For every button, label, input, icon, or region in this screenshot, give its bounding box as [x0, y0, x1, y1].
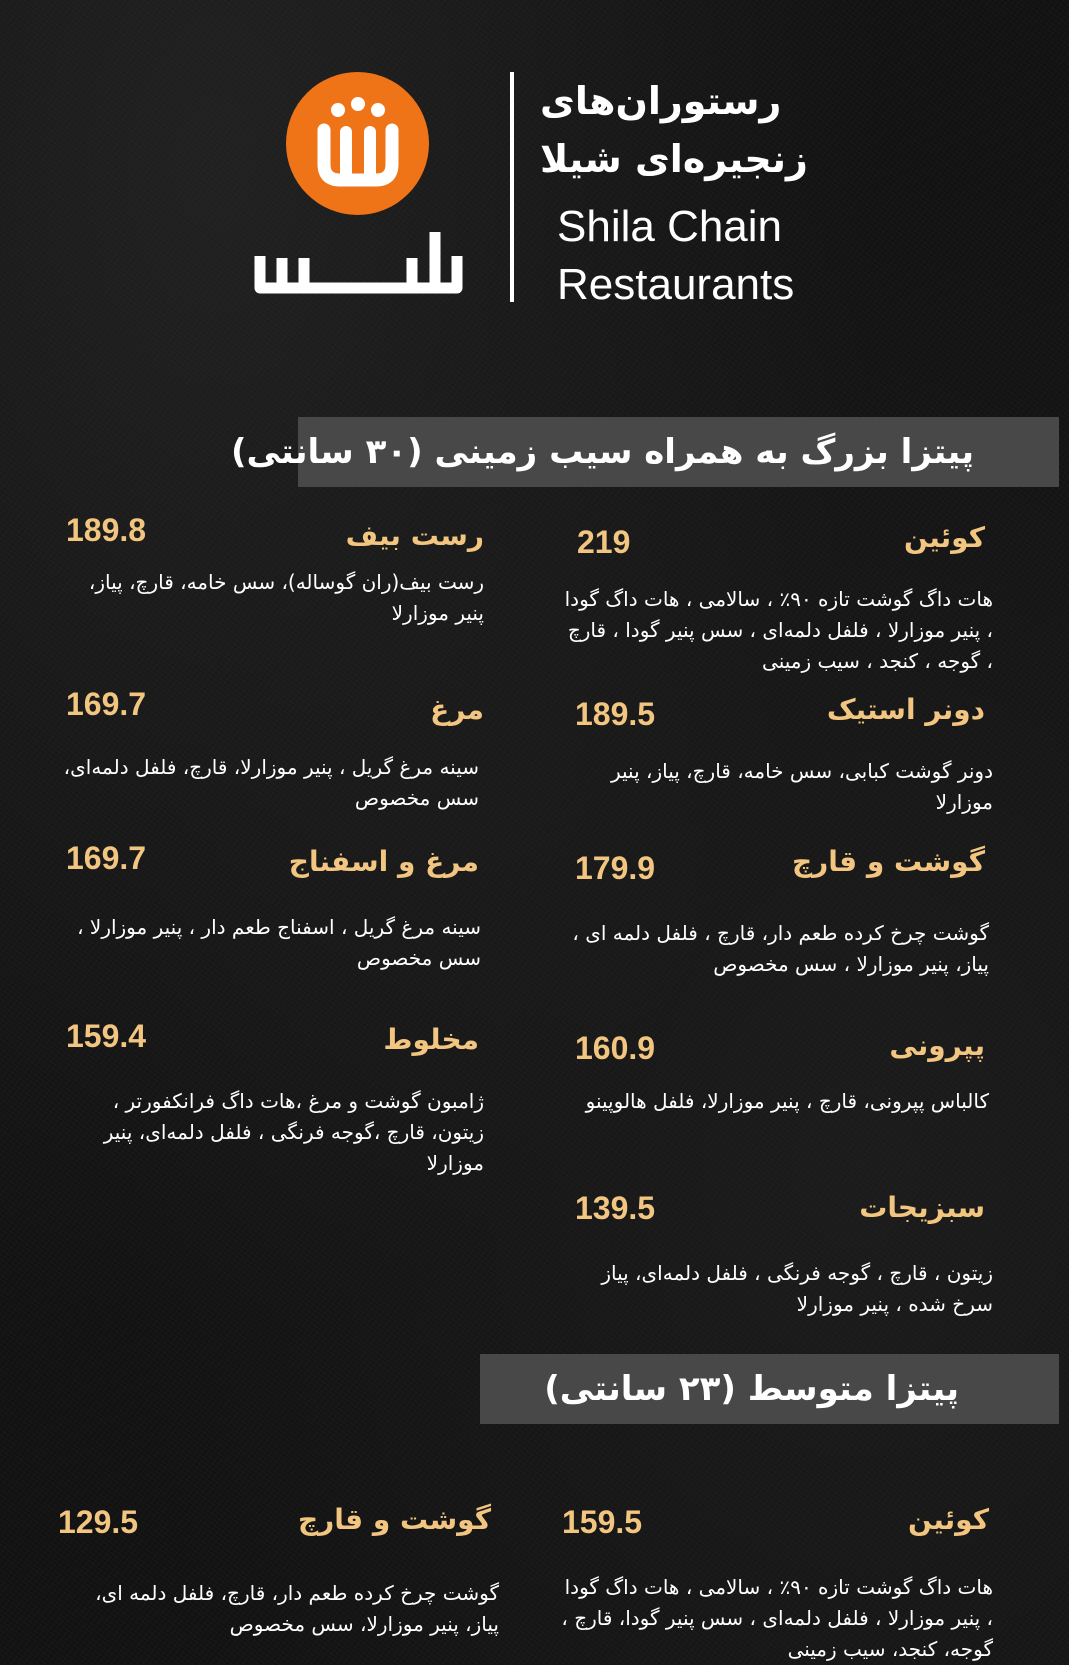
item-desc-pepperoni: کالباس پپرونی، قارچ ، پنیر موزارلا، فلفل هالوپینو	[585, 1089, 989, 1113]
item-desc-chicken: سینه مرغ گریل ، پنیر موزارلا، قارچ، فلفل دلمه‌ای، سس مخصوص	[63, 755, 479, 810]
item-price-chicken-spinach: 169.7	[66, 840, 147, 876]
item-price-mixed: 159.4	[66, 1018, 147, 1054]
item-name-roast-beef: رست بیف	[345, 519, 484, 552]
section-title-medium-pizza: پیتزا متوسط (۲۳ سانتی)	[480, 1354, 1059, 1424]
item-price-meat-mushroom: 179.9	[575, 850, 656, 886]
item-price-vegetables: 139.5	[575, 1190, 656, 1226]
logo-wordmark	[252, 228, 467, 308]
restaurant-title-en	[557, 198, 794, 314]
item-price-medium-queen: 159.5	[562, 1504, 643, 1540]
item-desc-mixed: ژامبون گوشت و مرغ ،هات داگ فرانکفورتر ، زیتون، قارچ ،گوجه فرنگی ، فلفل دلمه‌ای، پنیر موزارلا	[103, 1089, 484, 1175]
item-desc-meat-mushroom: گوشت چرخ کرده طعم دار، قارچ ، فلفل دلمه ای ، پیاز، پنیر موزارلا ، سس مخصوص	[572, 921, 989, 976]
section-title-large-pizza: پیتزا بزرگ به همراه سیب زمینی (۳۰ سانتی)	[298, 417, 1059, 487]
item-desc-doner-steak: دونر گوشت کبابی، سس خامه، قارچ، پیاز، پنیر موزارلا	[610, 759, 993, 814]
item-desc-vegetables: زیتون ، قارچ ، گوجه فرنگی ، فلفل دلمه‌ای، پیاز سرخ شده ، پنیر موزارلا	[601, 1261, 993, 1316]
item-name-queen: کوئین	[904, 521, 985, 554]
wordmark-icon	[252, 228, 467, 308]
item-desc-roast-beef: رست بیف(ران گوساله)، سس خامه، قارچ، پیاز، پنیر موزارلا	[88, 570, 484, 625]
item-price-doner-steak: 189.5	[575, 696, 656, 732]
item-price-medium-meat-mushroom: 129.5	[58, 1504, 139, 1540]
logo-icon	[286, 72, 429, 215]
item-price-roast-beef: 189.8	[66, 512, 147, 548]
item-price-chicken: 169.7	[66, 686, 147, 722]
title-en-line1: Shila Chain	[557, 202, 783, 251]
item-name-medium-meat-mushroom: گوشت و قارچ	[297, 1503, 491, 1536]
item-name-meat-mushroom: گوشت و قارچ	[791, 845, 985, 878]
item-name-chicken-spinach: مرغ و اسفناج	[288, 845, 479, 878]
title-fa-line2: زنجیره‌ای شیلا	[540, 137, 808, 181]
item-name-mixed: مخلوط	[383, 1023, 479, 1056]
logo-glyph-icon	[286, 72, 429, 215]
item-desc-queen: هات داگ گوشت تازه ۹۰٪ ، سالامی ، هات داگ گودا ، پنیر موزارلا ، فلفل دلمه‌ای ، سس پنیر گودا ، قارچ ، گوجه ، کنجد ، سیب زمینی	[564, 587, 993, 673]
item-name-pepperoni: پپرونی	[889, 1029, 985, 1062]
title-fa-line1: رستوران‌های	[540, 79, 782, 123]
item-name-vegetables: سبزیجات	[859, 1191, 985, 1224]
item-desc-chicken-spinach: سینه مرغ گریل ، اسفناج طعم دار ، پنیر موزارلا ، سس مخصوص	[77, 915, 481, 970]
item-price-pepperoni: 160.9	[575, 1030, 656, 1066]
header-divider	[510, 72, 514, 302]
restaurant-title-fa	[540, 72, 860, 188]
item-desc-medium-queen: هات داگ گوشت تازه ۹۰٪ ، سالامی ، هات داگ گودا ، پنیر موزارلا ، فلفل دلمه‌ای ، سس پنیر گودا، قارچ ، گوجه، کنجد، سیب زمینی	[561, 1575, 993, 1661]
item-name-medium-queen: کوئین	[908, 1503, 989, 1536]
item-name-doner-steak: دونر استیک	[826, 693, 985, 726]
item-price-queen: 219	[577, 524, 631, 560]
item-name-chicken: مرغ	[430, 693, 484, 726]
title-en-line2: Restaurants	[557, 260, 795, 309]
item-desc-medium-meat-mushroom: گوشت چرخ کرده طعم دار، قارچ، فلفل دلمه ای، پیاز، پنیر موزارلا، سس مخصوص	[95, 1581, 499, 1636]
